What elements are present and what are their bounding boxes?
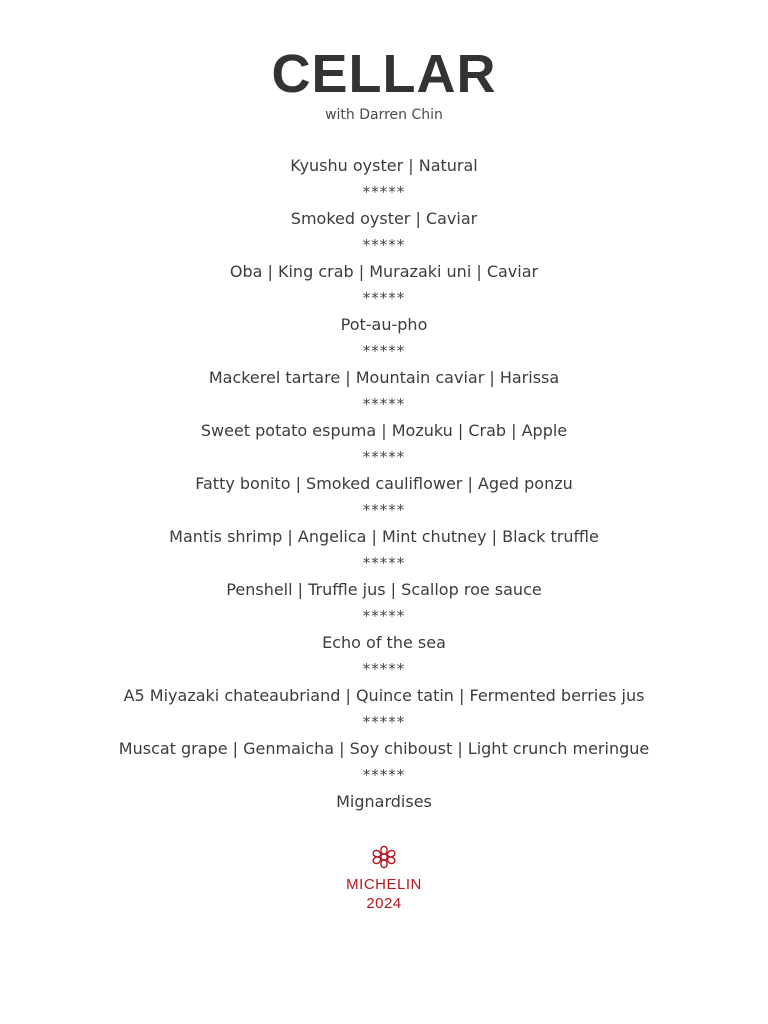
- course-name: Echo of the sea: [322, 633, 446, 652]
- course-separator: *****: [362, 289, 406, 307]
- course-separator: *****: [362, 766, 406, 784]
- menu-course-item: [0, 524, 768, 577]
- menu-header: [0, 44, 768, 126]
- menu-course-item: [0, 153, 768, 206]
- menu-course-item: [0, 418, 768, 471]
- menu-course-item: [0, 789, 768, 815]
- course-separator: *****: [362, 554, 406, 572]
- michelin-flower-icon: [371, 845, 397, 869]
- course-separator: *****: [362, 395, 406, 413]
- michelin-year: 2024: [366, 895, 402, 912]
- chef-subtitle: with Darren Chin: [325, 107, 443, 123]
- course-name: Mantis shrimp | Angelica | Mint chutney | Black truffle: [169, 527, 599, 546]
- michelin-badge: [0, 845, 768, 914]
- tasting-menu: [0, 153, 768, 815]
- course-separator: *****: [362, 448, 406, 466]
- course-separator: *****: [362, 236, 406, 254]
- menu-course-item: [0, 312, 768, 365]
- course-name: Penshell | Truffle jus | Scallop roe sauce: [226, 580, 542, 599]
- course-name: Sweet potato espuma | Mozuku | Crab | Apple: [200, 421, 568, 440]
- michelin-label: MICHELIN: [346, 876, 422, 893]
- course-name: Pot-au-pho: [340, 315, 428, 334]
- course-separator: *****: [362, 501, 406, 519]
- menu-course-item: [0, 577, 768, 630]
- course-separator: *****: [362, 713, 406, 731]
- menu-course-item: [0, 736, 768, 789]
- menu-course-item: [0, 365, 768, 418]
- course-separator: *****: [362, 660, 406, 678]
- menu-course-item: [0, 206, 768, 259]
- course-separator: *****: [362, 607, 406, 625]
- course-separator: *****: [362, 342, 406, 360]
- course-name: Fatty bonito | Smoked cauliflower | Aged ponzu: [195, 474, 573, 493]
- course-name: Mackerel tartare | Mountain caviar | Harissa: [208, 368, 560, 387]
- course-name: Muscat grape | Genmaicha | Soy chiboust | Light crunch meringue: [118, 739, 650, 758]
- menu-course-item: [0, 259, 768, 312]
- course-name: Smoked oyster | Caviar: [290, 209, 478, 228]
- menu-course-item: [0, 630, 768, 683]
- course-name: A5 Miyazaki chateaubriand | Quince tatin | Fermented berries jus: [123, 686, 645, 705]
- course-name: Kyushu oyster | Natural: [290, 156, 478, 175]
- menu-course-item: [0, 471, 768, 524]
- course-separator: *****: [362, 183, 406, 201]
- course-name: Mignardises: [336, 792, 432, 811]
- menu-course-item: [0, 683, 768, 736]
- course-name: Oba | King crab | Murazaki uni | Caviar: [229, 262, 539, 281]
- restaurant-logo: CELLAR: [271, 44, 497, 104]
